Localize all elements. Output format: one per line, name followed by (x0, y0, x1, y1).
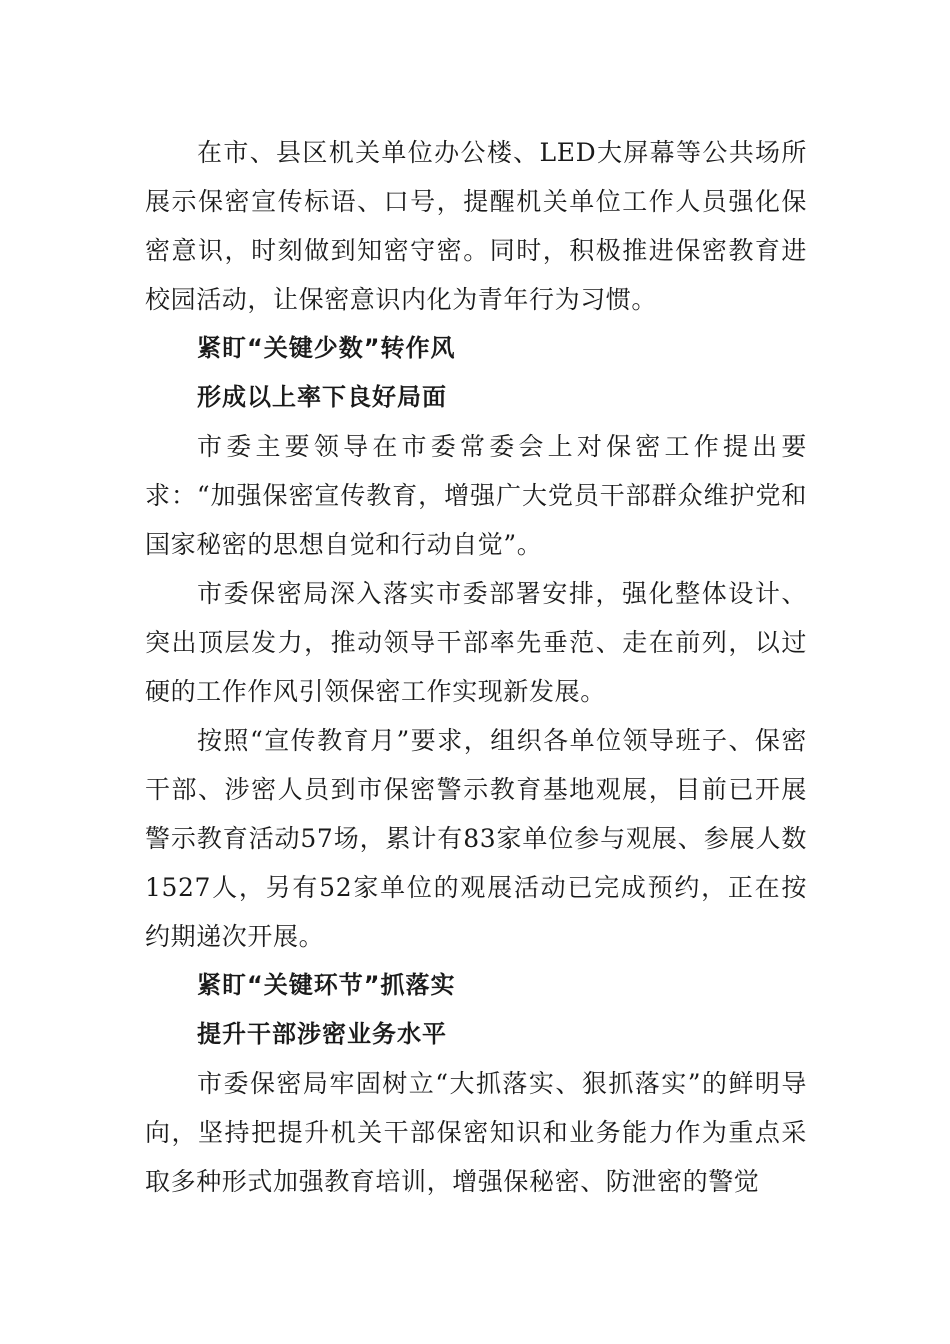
paragraph-bureau-implementation: 市委保密局深入落实市委部署安排，强化整体设计、突出顶层发力，推动领导干部率先垂范、走在前列，以过硬的工作作风引领保密工作实现新发展。 (145, 579, 807, 706)
section-subheading-leading-example: 形成以上率下良好局面 (197, 383, 447, 411)
section-heading-key-links: 紧盯“关键环节”抓落实 (197, 971, 456, 999)
paragraph-committee-requirements: 市委主要领导在市委常委会上对保密工作提出要求：“加强保密宣传教育，增强广大党员干部群众维护党和国家秘密的思想自觉和行动自觉”。 (145, 432, 807, 559)
paragraph-education-month: 按照“宣传教育月”要求，组织各单位领导班子、保密干部、涉密人员到市保密警示教育基地观展，目前已开展警示教育活动57场，累计有83家单位参与观展、参展人数1527人，另有52家单位的观展活动已完成预约，正在按约期递次开展。 (145, 726, 807, 951)
document-body (145, 128, 807, 1206)
section-subheading-business-level: 提升干部涉密业务水平 (197, 1020, 447, 1048)
paragraph-training: 市委保密局牢固树立“大抓落实、狠抓落实”的鲜明导向，坚持把提升机关干部保密知识和业务能力作为重点采取多种形式加强教育培训，增强保秘密、防泄密的警觉 (145, 1069, 807, 1196)
paragraph-publicity-slogans: 在市、县区机关单位办公楼、LED大屏幕等公共场所展示保密宣传标语、口号，提醒机关单位工作人员强化保密意识，时刻做到知密守密。同时，积极推进保密教育进校园活动，让保密意识内化为青年行为习惯。 (145, 138, 807, 314)
section-heading-key-minority: 紧盯“关键少数”转作风 (197, 334, 456, 362)
